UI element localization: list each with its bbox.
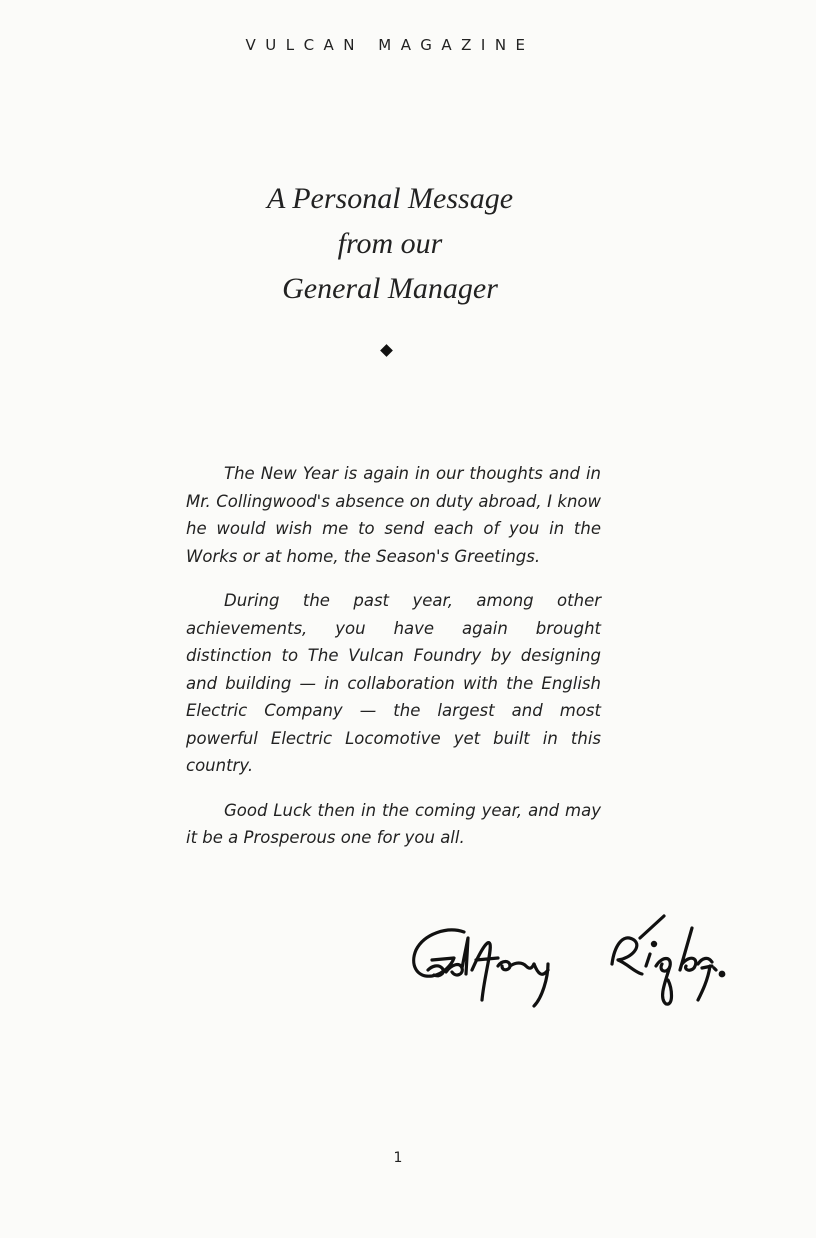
title-line-3: General Manager bbox=[282, 272, 498, 305]
page-number: 1 bbox=[393, 1150, 403, 1166]
title-line-2: from our bbox=[337, 227, 443, 260]
diamond-ornament-icon bbox=[380, 344, 393, 357]
paragraph-new-year: The New Year is again in our thoughts and in Mr. Collingwood's absence on duty abroad, I know he would wish me to send each of you in the Works or at home, the Season's Greetings. bbox=[186, 464, 601, 566]
paragraph-good-luck: Good Luck then in the coming year, and may it be a Prosperous one for you all. bbox=[186, 800, 601, 847]
magazine-masthead: VULCAN MAGAZINE bbox=[245, 36, 535, 54]
handwritten-signature bbox=[402, 908, 732, 1018]
message-body bbox=[186, 460, 601, 869]
title-line-1: A Personal Message bbox=[266, 182, 514, 215]
article-title bbox=[0, 176, 780, 311]
paragraph-achievements: During the past year, among other achievements, you have again brought distinction to The Vulcan Foundry by designing and building — in collaboration with the English Electric Company — the largest and most powerful Electric Locomotive yet built in this country. bbox=[186, 591, 601, 775]
